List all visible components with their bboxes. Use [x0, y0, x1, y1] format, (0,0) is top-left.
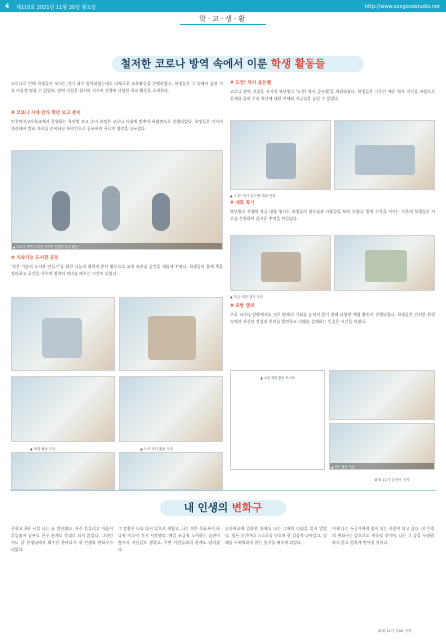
poster-caption: ▲ 교내 체험 활동 포스터 [260, 376, 295, 380]
right-photo-3 [230, 235, 331, 291]
stage-figure [266, 143, 296, 179]
article-banner [10, 56, 436, 72]
class-figure [365, 250, 407, 282]
article-banner-2 [0, 500, 446, 516]
reporter-credit-2: 취재 12기 김00 기자 [378, 629, 412, 633]
page-number: 4 [5, 3, 10, 10]
essay-column-1: 중학교 3년 시절 나는 늘 불안했다. 자주 흔들리고 마음이 흔들려서 공부도 친구 관계도 뜻대로 되지 않았다. 그러던 어느 날 선생님께서 해주신 한마디가 내 인생의 변화구가 되었다. [11, 526, 113, 552]
person-figure [52, 191, 70, 231]
right-photo-1 [230, 120, 331, 190]
right-photo-5 [329, 370, 435, 420]
section-divider [10, 490, 436, 491]
right-subhead-1: # 도전! 역사 골든벨 [230, 81, 271, 86]
left-photo-6 [11, 452, 115, 490]
person-figure [102, 186, 120, 231]
article-title-2 [0, 500, 446, 516]
left-subhead-1: # 코로나 시대 안식 학년 보고 준비 [11, 111, 81, 116]
left-photo-2 [11, 297, 115, 371]
person-figure [152, 193, 170, 231]
section-label: 학·교·생·활 [199, 15, 247, 23]
site-url[interactable]: http://www.xxxgoodstudio.net [364, 3, 440, 10]
shelf-figure [42, 318, 82, 358]
title-highlight: 변화구 [231, 502, 263, 514]
shelf-figure [148, 316, 196, 360]
title-main: 철저한 코로나 방역 속에서 이룬 [120, 58, 271, 70]
issue-info: 제110호 2021년 11월 30일 월요일 [16, 4, 96, 11]
right-caption-2: ▲ 학급 대항 행사 모습 [230, 295, 264, 299]
small-caption-2: ▲ 도서 정리 활동 모습 [140, 447, 174, 451]
photo-caption: ▲ 캠프 활동 모습 [330, 463, 434, 469]
title-highlight: 학생 활동들 [270, 58, 326, 70]
left-subhead-2: # 지속가능 도서관 공동 [11, 256, 59, 261]
right-photo-2 [334, 120, 435, 190]
right-subhead-3: # 포항 캠퍼 [230, 304, 255, 309]
title-main: 내 인생의 [183, 502, 232, 514]
right-photo-4 [334, 235, 435, 291]
right-caption-1: ▲ 도전! 역사 골든벨 대회 현장 [230, 194, 276, 198]
photo-caption: ▲ 코로나 방역 수칙을 지키며 진행된 학급 활동 [12, 243, 222, 249]
small-caption-1: ▲ 체험 활동 모습 [30, 447, 56, 451]
reporter-credit-1: 취재 11기 김인아 기자 [374, 478, 410, 482]
stage-figure [355, 145, 415, 175]
essay-column-2: 그 말씀은 나를 다시 일으켜 세웠고, 나는 작은 목표부터 하나씩 이루어 가기 시작했다. 매일 조금씩 노력하는 습관이 쌓이자 자신감도 생겼고, 주변 사람들과의 관계도 달라졌다. [118, 526, 220, 552]
right-para-2: 학년별로 진행된 학급 대항 행사는 학생들의 협동심과 자율성을 보여 주었다. 방역 수칙을 지키는 가운데 학생들은 서로를 응원하며 즐거운 추억을 만들었다. [230, 209, 435, 221]
event-poster [230, 370, 325, 470]
article-title [10, 56, 436, 72]
left-para-1: 인천여자고등학교에서 운영하는 학년별 보고 준비 과정은 코로나 시대에 맞추어 비대면으로 진행되었다. 학생들은 각자의 자리에서 발표 자료를 준비하고 온라인으로 공유하며 서로의 생각을 나누었다. [11, 119, 223, 131]
left-photo-7 [119, 452, 223, 490]
right-photo-6 [329, 423, 435, 470]
article-intro: 코로나로 인해 학생들이 모이는 것이 대수 엄격하였는데도 다채로운 교육활동을 진행하였고, 학생들은 그 속에서 꿈과 끼를 마음껏 펼칠 수 있었다. 방역 지침을 철저히 지키며 진행된 다양한 학교 활동을 소개한다. [11, 81, 223, 93]
right-subhead-2: # 대회 특기 [230, 201, 255, 206]
right-para-1: 코로나 방역 지침을 지키며 학년별로 '도전! 역사 골든벨'을 개최하였다. 학생들은 그동안 배운 역사 지식을 바탕으로 문제를 풀며 우리 역사에 대한 이해와 자긍심을 높일 수 있었다. [230, 89, 435, 101]
left-photo-5 [119, 376, 223, 442]
right-para-3: 주요 코로나 상황에서도 진로 탐색의 기회를 놓치지 않기 위해 다양한 체험 활동이 진행되었다. 학생들은 안전한 환경 속에서 자신의 적성과 흥미를 발견하고 미래를 설계하는 뜻깊은 시간을 보냈다. [230, 312, 435, 324]
left-photo-1 [11, 150, 223, 250]
section-rule [180, 24, 266, 25]
essay-column-4: 이제 나는 누군가에게 힘이 되는 사람이 되고 싶다. 내 인생의 변화구는 앞으로도 계속될 것이며, 나는 그 공을 두려워하지 않고 힘차게 받아칠 것이다. [332, 526, 434, 545]
class-figure [261, 252, 301, 282]
left-photo-4 [11, 376, 115, 442]
left-photo-3 [119, 297, 223, 371]
essay-column-3: 고등학교에 입학한 뒤에도 나는 그때의 다짐을 잊지 않았다. 힘든 순간마다 스스로를 믿으며 한 걸음씩 나아갔고, 실패를 두려워하지 않는 용기를 배우게 되었다. [225, 526, 327, 545]
left-para-2: '작은 가슴의 도서관 만들기'를 위한 나눔과 협력의 봉사 활동으로 교내 유관실 공간을 새롭게 꾸몄다. 학생들이 함께 책을 정리하고 공간을 가꾸며 협력의 의미를 배우는 시간이 되었다. [11, 264, 223, 276]
header-bar [0, 0, 446, 12]
